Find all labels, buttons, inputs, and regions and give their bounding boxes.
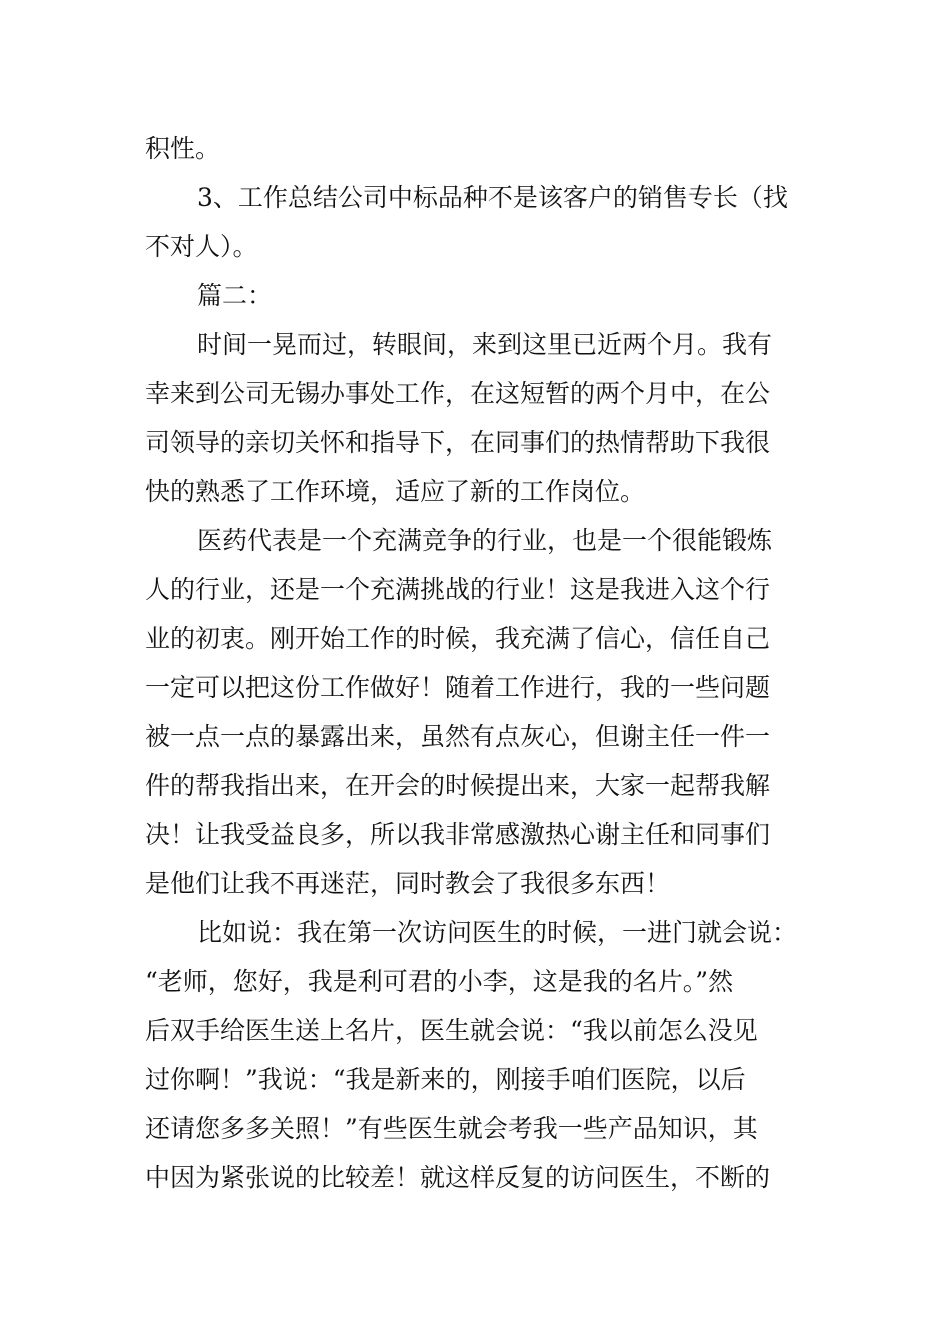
text-line: 快的熟悉了工作环境，适应了新的工作岗位。 [145,477,646,506]
text-line: 件的帮我指出来，在开会的时候提出来，大家一起帮我解 [145,771,771,800]
text-line: 决！让我受益良多，所以我非常感激热心谢主任和同事们 [145,820,771,849]
text-line: 业的初衷。刚开始工作的时候，我充满了信心，信任自己 [145,624,771,653]
text-line: 过你啊！”我说：“我是新来的，刚接手咱们医院，以后 [145,1065,746,1094]
text-line: 医药代表是一个充满竞争的行业，也是一个很能锻炼 [197,526,773,555]
text-line: 一定可以把这份工作做好！随着工作进行，我的一些问题 [145,673,771,702]
text-line: 人的行业，还是一个充满挑战的行业！这是我进入这个行 [145,575,771,604]
text-line: 司领导的亲切关怀和指导下，在同事们的热情帮助下我很 [145,428,771,457]
text-line: 积性。 [145,134,221,163]
text-line: 不对人）。 [145,232,258,261]
text-line: 中因为紧张说的比较差！就这样反复的访问医生，不断的 [145,1163,771,1192]
text-line: 后双手给医生送上名片，医生就会说：“我以前怎么没见 [145,1016,758,1045]
text-line: 还请您多多关照！”有些医生就会考我一些产品知识，其 [145,1114,758,1143]
text-line: 是他们让我不再迷茫，同时教会了我很多东西！ [145,869,671,898]
text-line: 幸来到公司无锡办事处工作，在这短暂的两个月中，在公 [145,379,771,408]
section-heading: 篇二： [197,281,273,310]
document-body [145,124,817,1202]
text-line: 时间一晃而过，转眼间，来到这里已近两个月。我有 [197,330,773,359]
text-line: 比如说：我在第一次访问医生的时候，一进门就会说： [197,918,798,947]
text-line: 3、工作总结公司中标品种不是该客户的销售专长（找 [197,183,788,212]
text-line: “老师，您好，我是利可君的小李，这是我的名片。”然 [145,967,734,996]
text-line: 被一点一点的暴露出来，虽然有点灰心，但谢主任一件一 [145,722,771,751]
